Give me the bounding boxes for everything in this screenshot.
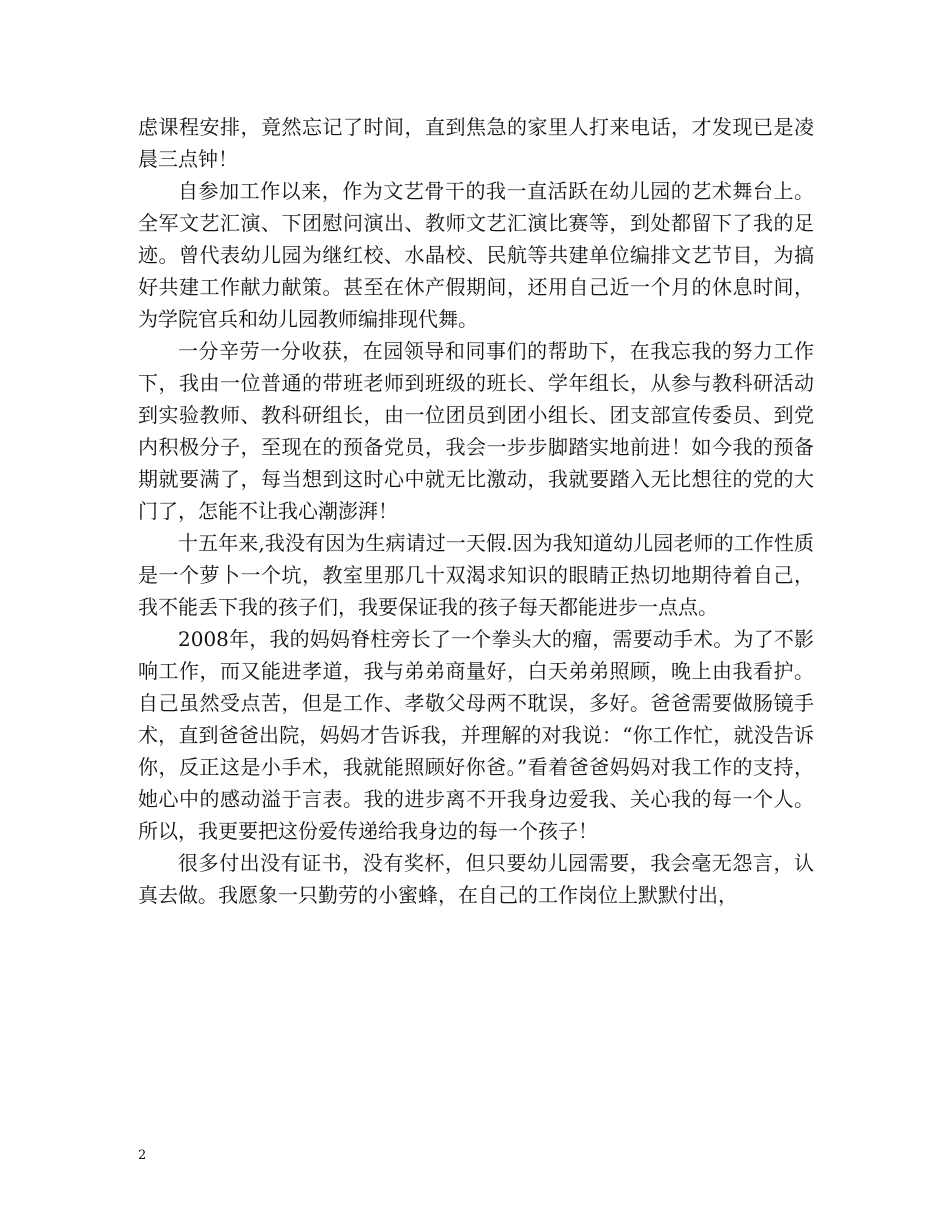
document-body [138,111,814,911]
paragraph-1: 虑课程安排，竟然忘记了时间，直到焦急的家里人打来电话，才发现已是凌晨三点钟！ [138,115,814,171]
paragraph-4: 十五年来,我没有因为生病请过一天假.因为我知道幼儿园老师的工作性质是一个萝卜一个坑，教室里那几十双渴求知识的眼睛正热切地期待着自己，我不能丢下我的孩子们，我要保证我的孩子每天都能进步一点点。 [138,531,814,619]
paragraph-5: 2008年，我的妈妈脊柱旁长了一个拳头大的瘤，需要动手术。为了不影响工作，而又能进孝道，我与弟弟商量好，白天弟弟照顾，晚上由我看护。自己虽然受点苦，但是工作、孝敬父母两不耽误，多好。爸爸需要做肠镜手术，直到爸爸出院，妈妈才告诉我，并理解的对我说：“你工作忙，就没告诉你，反正这是小手术，我就能照顾好你爸。”看着爸爸妈妈对我工作的支持，她心中的感动溢于言表。我的进步离不开我身边爱我、关心我的每一个人。所以，我更要把这份爱传递给我身边的每一个孩子！ [138,627,814,843]
paragraph-3: 一分辛劳一分收获，在园领导和同事们的帮助下，在我忘我的努力工作下，我由一位普通的带班老师到班级的班长、学年组长，从参与教科研活动到实验教师、教科研组长，由一位团员到团小组长、团支部宣传委员、到党内积极分子，至现在的预备党员，我会一步步脚踏实地前进！如今我的预备期就要满了，每当想到这时心中就无比激动，我就要踏入无比想往的党的大门了，怎能不让我心潮澎湃！ [138,339,814,523]
paragraph-2: 自参加工作以来，作为文艺骨干的我一直活跃在幼儿园的艺术舞台上。全军文艺汇演、下团慰问演出、教师文艺汇演比赛等，到处都留下了我的足迹。曾代表幼儿园为继红校、水晶校、民航等共建单位编排文艺节目，为搞好共建工作献力献策。甚至在休产假期间，还用自己近一个月的休息时间，为学院官兵和幼儿园教师编排现代舞。 [138,179,814,331]
paragraph-6: 很多付出没有证书，没有奖杯，但只要幼儿园需要，我会毫无怨言，认真去做。我愿象一只勤劳的小蜜蜂，在自己的工作岗位上默默付出， [138,851,814,907]
page-number: 2 [138,1148,147,1163]
